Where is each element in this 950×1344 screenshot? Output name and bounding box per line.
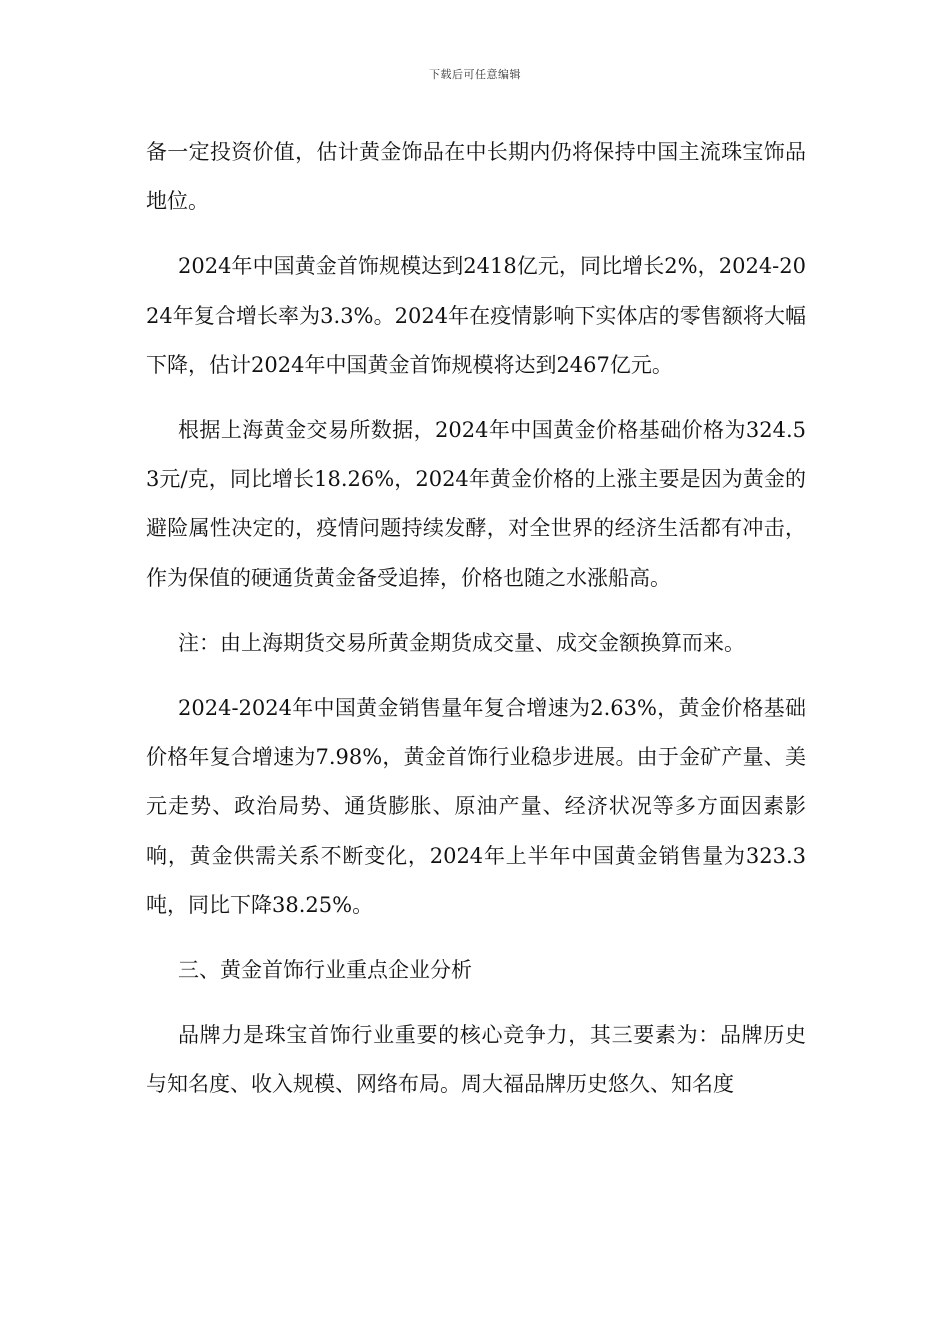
paragraph-gold-price: 根据上海黄金交易所数据，2024年中国黄金价格基础价格为324.53元/克，同比增长18.26%，2024年黄金价格的上涨主要是因为黄金的避险属性决定的，疫情问题持续发酵，对全世界的经济生活都有冲击，作为保值的硬通货黄金备受追捧，价格也随之水涨船高。 [146,418,806,590]
page-header: 下载后可任意编辑 [429,68,521,81]
paragraph-note: 注：由上海期货交易所黄金期货成交量、成交金额换算而来。 [178,630,745,655]
document-body [146,128,806,1126]
paragraph-gold-sales-volume: 2024-2024年中国黄金销售量年复合增速为2.63%，黄金价格基础价格年复合增速为7.98%，黄金首饰行业稳步进展。由于金矿产量、美元走势、政治局势、通货膨胀、原油产量、经济状况等多方面因素影响，黄金供需关系不断变化，2024年上半年中国黄金销售量为323.3吨，同比下降38.25%。 [146,696,806,917]
paragraph-brand-power: 品牌力是珠宝首饰行业重要的核心竞争力，其三要素为：品牌历史与知名度、收入规模、网络布局。周大福品牌历史悠久、知名度 [146,1023,806,1097]
paragraph-continuation: 备一定投资价值，估计黄金饰品在中长期内仍将保持中国主流珠宝饰品地位。 [146,140,806,214]
section-heading: 三、黄金首饰行业重点企业分析 [178,958,472,983]
paragraph-jewelry-market-size: 2024年中国黄金首饰规模达到2418亿元，同比增长2%，2024-2024年复合增长率为3.3%。2024年在疫情影响下实体店的零售额将大幅下降，估计2024年中国黄金首饰规模将达到2467亿元。 [146,254,806,377]
